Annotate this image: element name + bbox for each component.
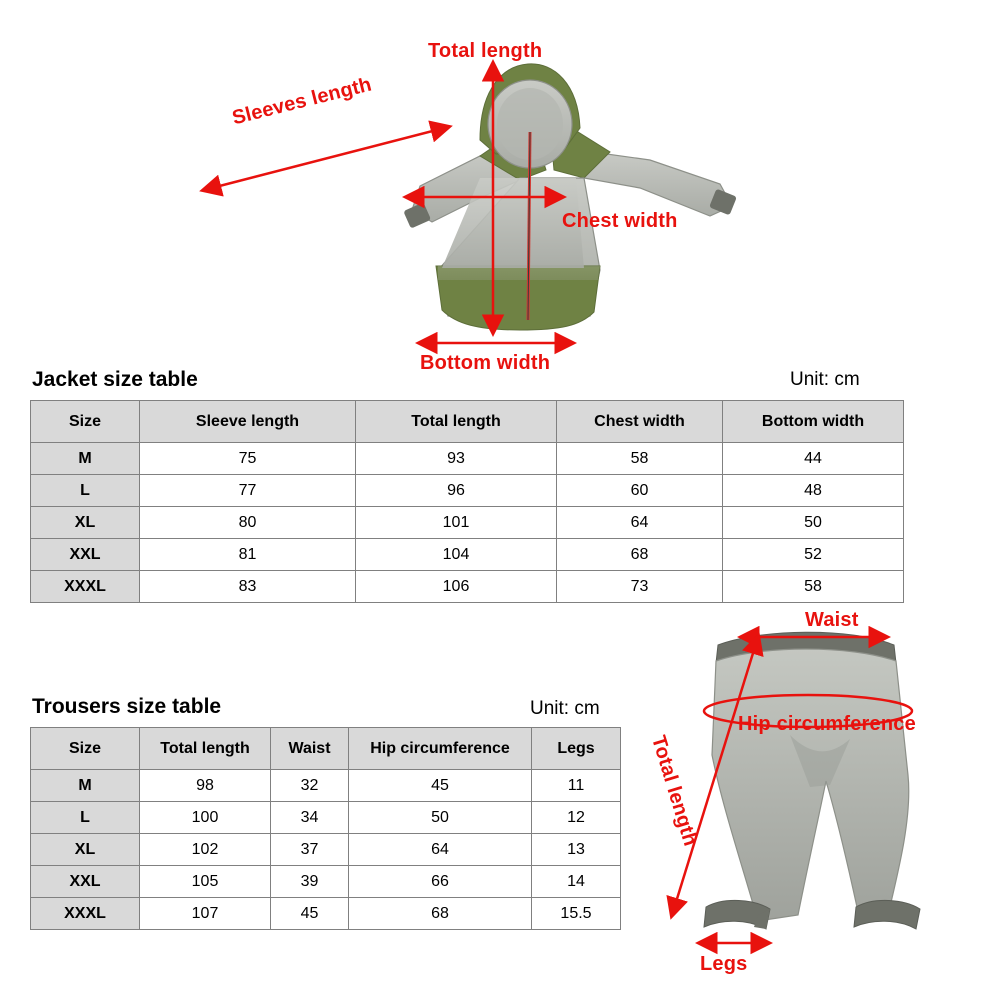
cell-size: XXL xyxy=(31,539,140,571)
cell-sleeve-length: 77 xyxy=(140,475,356,507)
cell-legs: 15.5 xyxy=(532,898,621,930)
cell-total-length: 100 xyxy=(140,802,271,834)
jacket-table-title: Jacket size table xyxy=(32,368,198,391)
table-row xyxy=(31,866,621,898)
table-row xyxy=(31,802,621,834)
column-header-size: Size xyxy=(31,728,140,770)
cell-total-length: 101 xyxy=(356,507,557,539)
cell-size: L xyxy=(31,475,140,507)
cell-hip-circumference: 45 xyxy=(349,770,532,802)
cell-chest-width: 60 xyxy=(557,475,723,507)
cell-chest-width: 73 xyxy=(557,571,723,603)
cell-waist: 45 xyxy=(271,898,349,930)
table-row xyxy=(31,507,904,539)
annotation-legs: Legs xyxy=(700,953,748,975)
jacket-size-table xyxy=(30,400,904,603)
column-header-total-length: Total length xyxy=(140,728,271,770)
cell-legs: 14 xyxy=(532,866,621,898)
cell-size: XL xyxy=(31,507,140,539)
cell-size: M xyxy=(31,443,140,475)
cell-waist: 39 xyxy=(271,866,349,898)
cell-total-length: 107 xyxy=(140,898,271,930)
trousers-table-title: Trousers size table xyxy=(32,695,222,718)
table-row xyxy=(31,571,904,603)
table-header-row xyxy=(31,728,621,770)
cell-legs: 13 xyxy=(532,834,621,866)
table-row xyxy=(31,539,904,571)
cell-size: XXXL xyxy=(31,571,140,603)
cell-size: M xyxy=(31,770,140,802)
annotation-total-length: Total length xyxy=(646,733,702,849)
cell-waist: 34 xyxy=(271,802,349,834)
cell-hip-circumference: 68 xyxy=(349,898,532,930)
table-row xyxy=(31,443,904,475)
cell-total-length: 104 xyxy=(356,539,557,571)
cell-total-length: 106 xyxy=(356,571,557,603)
cell-chest-width: 64 xyxy=(557,507,723,539)
cell-chest-width: 58 xyxy=(557,443,723,475)
annotation-chest-width: Chest width xyxy=(562,210,678,232)
jacket-measure-arrows xyxy=(180,20,820,360)
cell-total-length: 93 xyxy=(356,443,557,475)
cell-chest-width: 68 xyxy=(557,539,723,571)
cell-bottom-width: 50 xyxy=(723,507,904,539)
cell-legs: 12 xyxy=(532,802,621,834)
column-header-hip-circumference: Hip circumference xyxy=(349,728,532,770)
column-header-size: Size xyxy=(31,401,140,443)
table-row xyxy=(31,898,621,930)
trousers-table-unit: Unit: cm xyxy=(530,698,600,719)
cell-total-length: 96 xyxy=(356,475,557,507)
annotation-waist: Waist xyxy=(805,609,859,631)
cell-waist: 32 xyxy=(271,770,349,802)
jacket-table-unit: Unit: cm xyxy=(790,369,860,390)
cell-waist: 37 xyxy=(271,834,349,866)
trousers-measure-arrows xyxy=(650,615,1000,985)
cell-size: L xyxy=(31,802,140,834)
cell-bottom-width: 44 xyxy=(723,443,904,475)
cell-sleeve-length: 80 xyxy=(140,507,356,539)
table-row xyxy=(31,770,621,802)
jacket-illustration xyxy=(180,20,820,374)
cell-sleeve-length: 81 xyxy=(140,539,356,571)
table-row xyxy=(31,834,621,866)
trousers-size-table xyxy=(30,727,621,930)
column-header-chest-width: Chest width xyxy=(557,401,723,443)
cell-total-length: 98 xyxy=(140,770,271,802)
cell-bottom-width: 48 xyxy=(723,475,904,507)
cell-total-length: 102 xyxy=(140,834,271,866)
table-row xyxy=(31,475,904,507)
table-header-row xyxy=(31,401,904,443)
trousers-illustration xyxy=(646,609,1000,985)
column-header-total-length: Total length xyxy=(356,401,557,443)
cell-sleeve-length: 83 xyxy=(140,571,356,603)
column-header-sleeve-length: Sleeve length xyxy=(140,401,356,443)
cell-size: XXL xyxy=(31,866,140,898)
cell-legs: 11 xyxy=(532,770,621,802)
cell-size: XL xyxy=(31,834,140,866)
cell-total-length: 105 xyxy=(140,866,271,898)
cell-hip-circumference: 66 xyxy=(349,866,532,898)
cell-hip-circumference: 50 xyxy=(349,802,532,834)
cell-bottom-width: 52 xyxy=(723,539,904,571)
cell-bottom-width: 58 xyxy=(723,571,904,603)
annotation-sleeves-length: Sleeves length xyxy=(230,73,374,130)
column-header-bottom-width: Bottom width xyxy=(723,401,904,443)
annotation-bottom-width: Bottom width xyxy=(420,352,551,374)
cell-sleeve-length: 75 xyxy=(140,443,356,475)
column-header-legs: Legs xyxy=(532,728,621,770)
annotation-total-length: Total length xyxy=(428,40,543,62)
cell-size: XXXL xyxy=(31,898,140,930)
cell-hip-circumference: 64 xyxy=(349,834,532,866)
annotation-hip-circumference: Hip circumference xyxy=(738,713,916,735)
column-header-waist: Waist xyxy=(271,728,349,770)
